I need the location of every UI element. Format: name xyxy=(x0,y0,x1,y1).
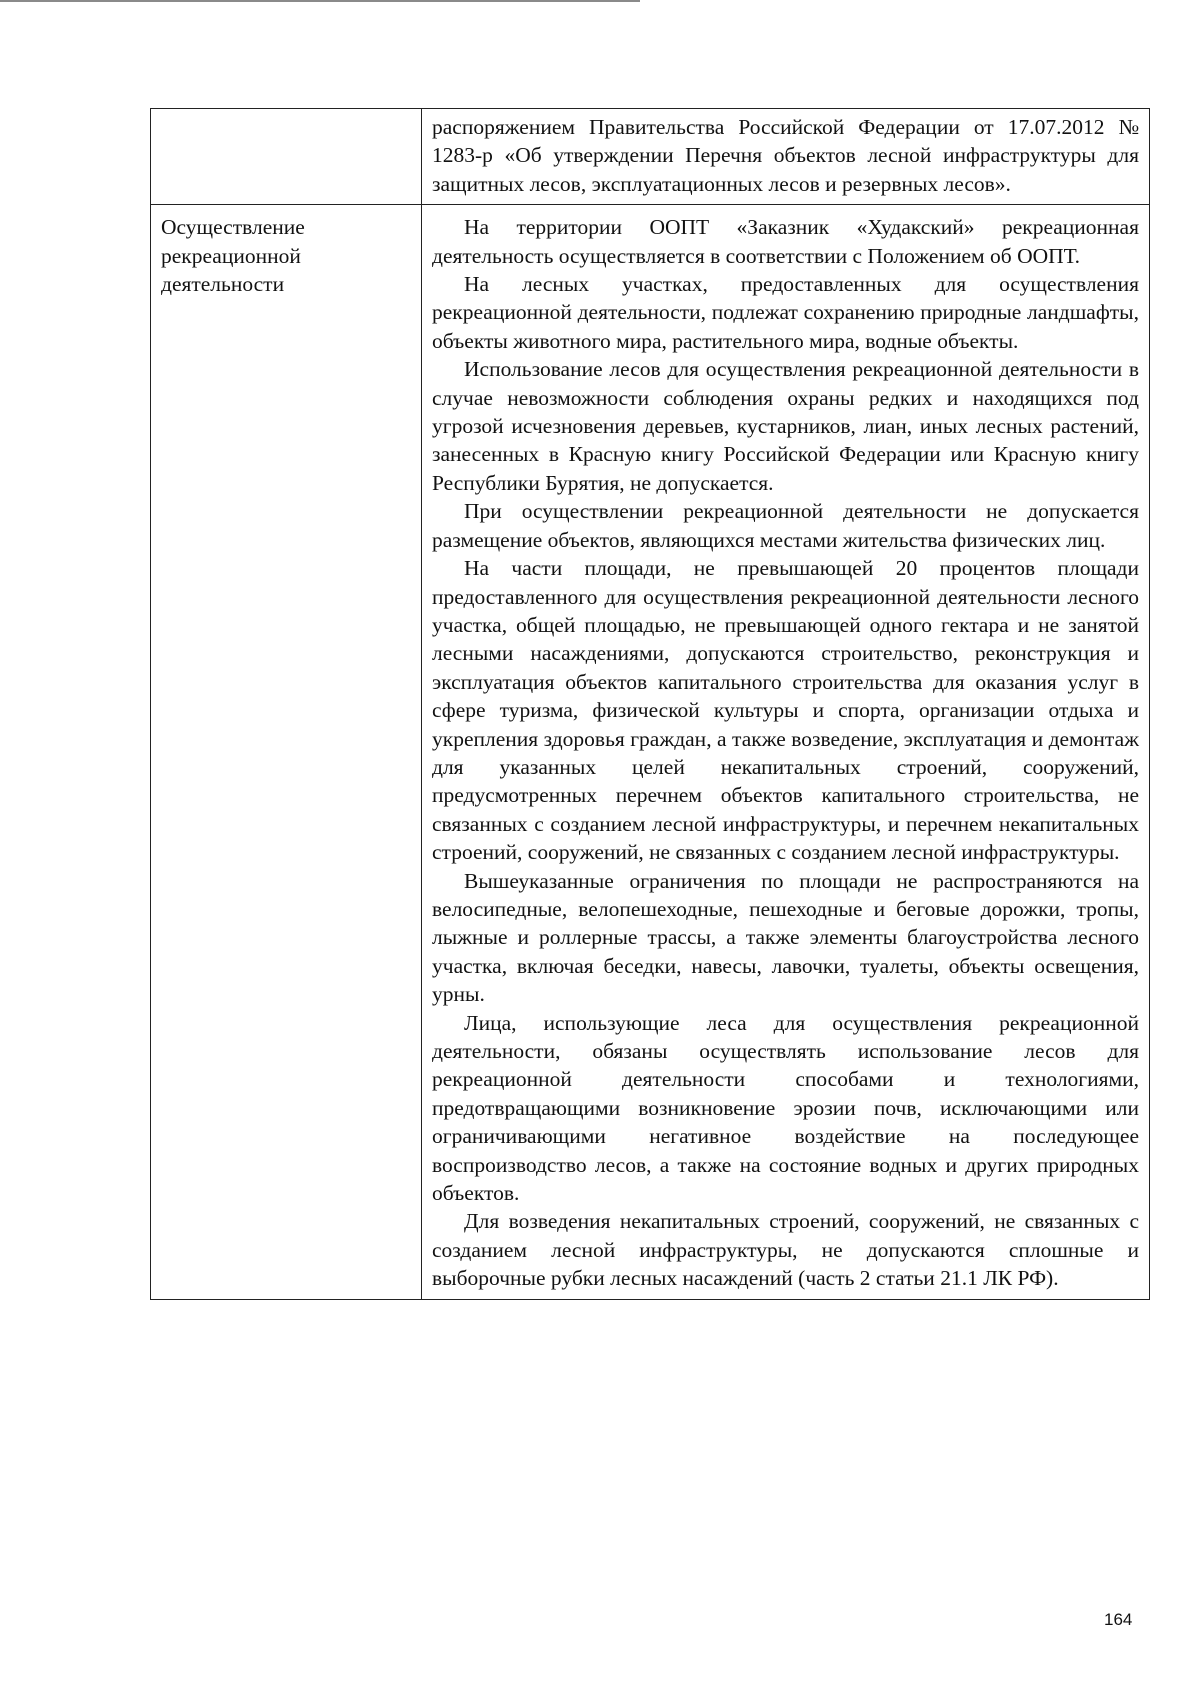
paragraph: Лица, использующие леса для осуществления рекреационной деятельности, обязаны осуществлять использование лесов для рекреационной деятельности способами и технологиями, предотвращающими возникновение эрозии почв, исключающими или ограничивающими негативное воздействие на последующее воспроизводство лесов, а также на состояние водных и других природных объектов. xyxy=(432,1010,1139,1206)
table-cell-right xyxy=(422,205,1150,1299)
paragraph: Использование лесов для осуществления рекреационной деятельности в случае невозможности соблюдения охраны редких и находящихся под угрозой исчезновения деревьев, кустарников, лиан, иных лесных растений, занесенных в Красную книгу Российской Федерации или Красную книгу Республики Бурятия, не допускается. xyxy=(432,357,1139,495)
paragraph: На части площади, не превышающей 20 процентов площади предоставленного для осуществления рекреационной деятельности лесного участка, общей площадью, не превышающей одного гектара и не занятой лесными насаждениями, допускаются строительство, реконструкция и эксплуатация объектов капитального строительства для оказания услуг в сфере туризма, физической культуры и спорта, организации отдыха и укрепления здоровья граждан, а также возведение, эксплуатация и демонтаж для указанных целей некапитальных строений, сооружений, предусмотренных перечнем объектов капитального строительства, не связанных с созданием лесной инфраструктуры, и перечнем некапитальных строений, сооружений, не связанных с созданием лесной инфраструктуры. xyxy=(432,556,1139,865)
page-number: 164 xyxy=(1104,1610,1133,1629)
table-row xyxy=(151,109,1150,205)
table-cell-right xyxy=(422,109,1150,205)
table-cell-left-empty xyxy=(151,109,422,205)
table-row xyxy=(151,205,1150,1299)
paragraph: Вышеуказанные ограничения по площади не распространяются на велосипедные, велопешеходные, пешеходные и беговые дорожки, тропы, лыжные и роллерные трассы, а также элементы благоустройства лесного участка, включая беседки, навесы, лавочки, туалеты, объекты освещения, урны. xyxy=(432,868,1139,1007)
paragraph-continuation: распоряжением Правительства Российской Федерации от 17.07.2012 № 1283-р «Об утверждении Перечня объектов лесной инфраструктуры для защитных лесов, эксплуатационных лесов и резервных лесов». xyxy=(432,115,1139,196)
paragraph: На лесных участках, предоставленных для осуществления рекреационной деятельности, подлежат сохранению природные ландшафты, объекты животного мира, растительного мира, водные объекты. xyxy=(432,272,1139,353)
document-table xyxy=(150,108,1150,1300)
scan-edge-line xyxy=(0,0,640,2)
paragraph: На территории ООПТ «Заказник «Худакский» рекреационная деятельность осуществляется в соответствии с Положением об ООПТ. xyxy=(432,215,1139,268)
paragraph: При осуществлении рекреационной деятельности не допускается размещение объектов, являющихся местами жительства физических лиц. xyxy=(432,499,1139,552)
section-heading: Осуществление рекреационной деятельности xyxy=(161,215,305,297)
paragraph: Для возведения некапитальных строений, сооружений, не связанных с созданием лесной инфраструктуры, не допускаются сплошные и выборочные рубки лесных насаждений (часть 2 статьи 21.1 ЛК РФ). xyxy=(432,1209,1139,1291)
table-cell-left xyxy=(151,205,422,1299)
